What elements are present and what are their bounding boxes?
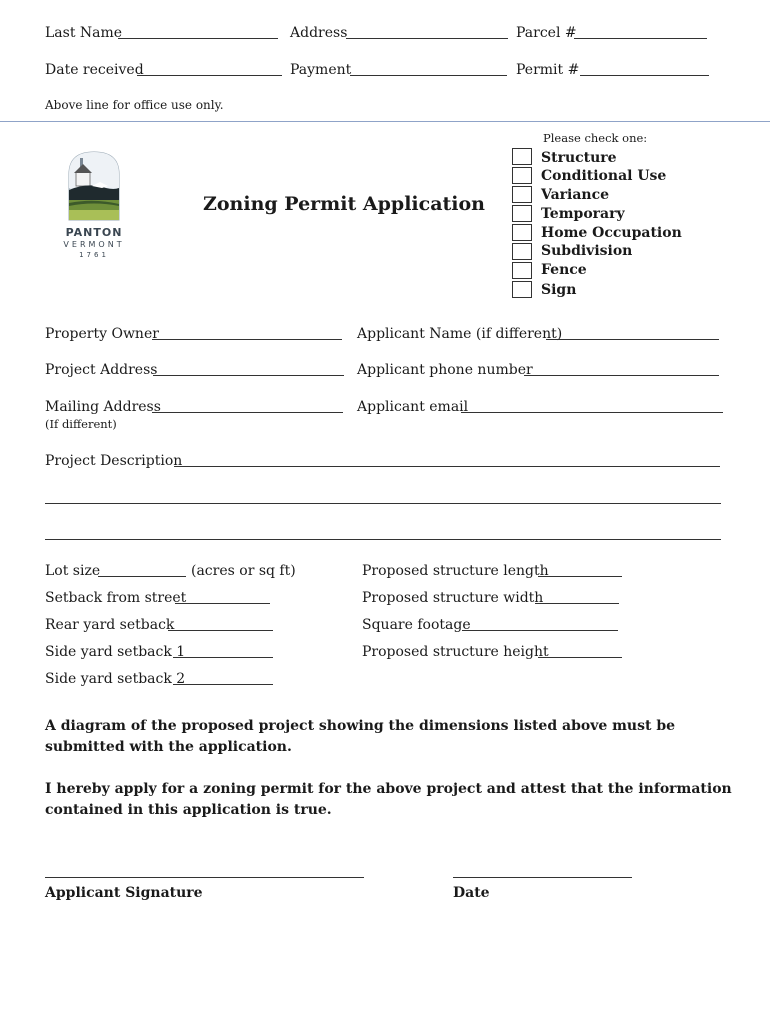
option-structure-label: Structure [541,150,617,166]
permit-label: Permit # [516,62,580,78]
applicant-phone-field[interactable] [524,375,719,376]
checkbox-structure[interactable] [512,148,532,165]
payment-label: Payment [290,62,352,78]
address-label: Address [290,25,348,41]
project-address-label: Project Address [45,362,158,378]
structure-height-field[interactable] [538,657,622,658]
address-field[interactable] [346,38,508,39]
applicant-signature-field[interactable] [45,877,364,878]
date-label: Date [453,885,490,901]
payment-field[interactable] [350,75,507,76]
applicant-signature-label: Applicant Signature [45,885,203,901]
side-setback-2-field[interactable] [173,684,273,685]
applicant-email-field[interactable] [461,412,723,413]
structure-width-field[interactable] [535,603,619,604]
checkbox-temporary[interactable] [512,205,532,222]
logo-year: 1761 [79,251,109,259]
last-name-label: Last Name [45,25,123,41]
office-divider [0,121,770,122]
project-description-line-3[interactable] [45,539,721,540]
logo-name: PANTON [65,226,123,239]
option-home-occupation-label: Home Occupation [541,225,682,241]
parcel-label: Parcel # [516,25,577,41]
project-description-line-2[interactable] [45,503,721,504]
checkbox-variance[interactable] [512,186,532,203]
property-owner-label: Property Owner [45,326,159,342]
side-setback-1-label: Side yard setback 1 [45,644,186,660]
square-footage-label: Square footage [362,617,471,633]
applicant-name-field[interactable] [546,339,719,340]
mailing-address-note: (If different) [45,417,117,431]
option-sign-label: Sign [541,282,577,298]
option-fence-label: Fence [541,262,587,278]
date-received-label: Date received [45,62,144,78]
checkbox-home-occupation[interactable] [512,224,532,241]
page-title: Zoning Permit Application [203,193,485,215]
rear-setback-field[interactable] [168,630,273,631]
panton-logo [58,148,130,266]
checkbox-sign[interactable] [512,281,532,298]
side-setback-1-field[interactable] [173,657,273,658]
structure-width-label: Proposed structure width [362,590,544,606]
setback-street-label: Setback from street [45,590,187,606]
checkbox-fence[interactable] [512,262,532,279]
lot-size-field[interactable] [98,576,186,577]
lot-size-label: Lot size [45,563,101,579]
structure-height-label: Proposed structure height [362,644,549,660]
applicant-email-label: Applicant email [357,399,469,415]
office-use-note: Above line for office use only. [45,98,224,112]
checkbox-subdivision[interactable] [512,243,532,260]
diagram-statement: A diagram of the proposed project showing the dimensions listed above must be submitted with the application. [45,718,676,755]
project-description-label: Project Description [45,453,183,469]
date-field[interactable] [453,877,632,878]
date-received-field[interactable] [137,75,282,76]
applicant-phone-label: Applicant phone number [357,362,533,378]
setback-street-field[interactable] [175,603,270,604]
lot-size-units: (acres or sq ft) [191,563,296,579]
rear-setback-label: Rear yard setback [45,617,175,633]
check-prompt: Please check one: [543,131,648,145]
side-setback-2-label: Side yard setback 2 [45,671,186,687]
project-description-line-1[interactable] [174,466,720,467]
option-subdivision-label: Subdivision [541,243,633,259]
mailing-address-field[interactable] [152,412,343,413]
option-variance-label: Variance [541,187,610,203]
permit-field[interactable] [580,75,709,76]
square-footage-field[interactable] [462,630,618,631]
option-temporary-label: Temporary [541,206,625,222]
attestation-statement: I hereby apply for a zoning permit for the above project and attest that the information contained in this application is true. [45,781,732,818]
property-owner-field[interactable] [152,339,342,340]
structure-length-label: Proposed structure length [362,563,549,579]
applicant-name-label: Applicant Name (if different) [357,326,563,342]
project-address-field[interactable] [153,375,344,376]
mailing-address-label: Mailing Address [45,399,161,415]
logo-state: VERMONT [63,240,125,249]
checkbox-conditional-use[interactable] [512,167,532,184]
parcel-field[interactable] [574,38,707,39]
logo-emblem-icon [58,148,130,230]
last-name-field[interactable] [118,38,278,39]
option-conditional-use-label: Conditional Use [541,168,667,184]
structure-length-field[interactable] [538,576,622,577]
